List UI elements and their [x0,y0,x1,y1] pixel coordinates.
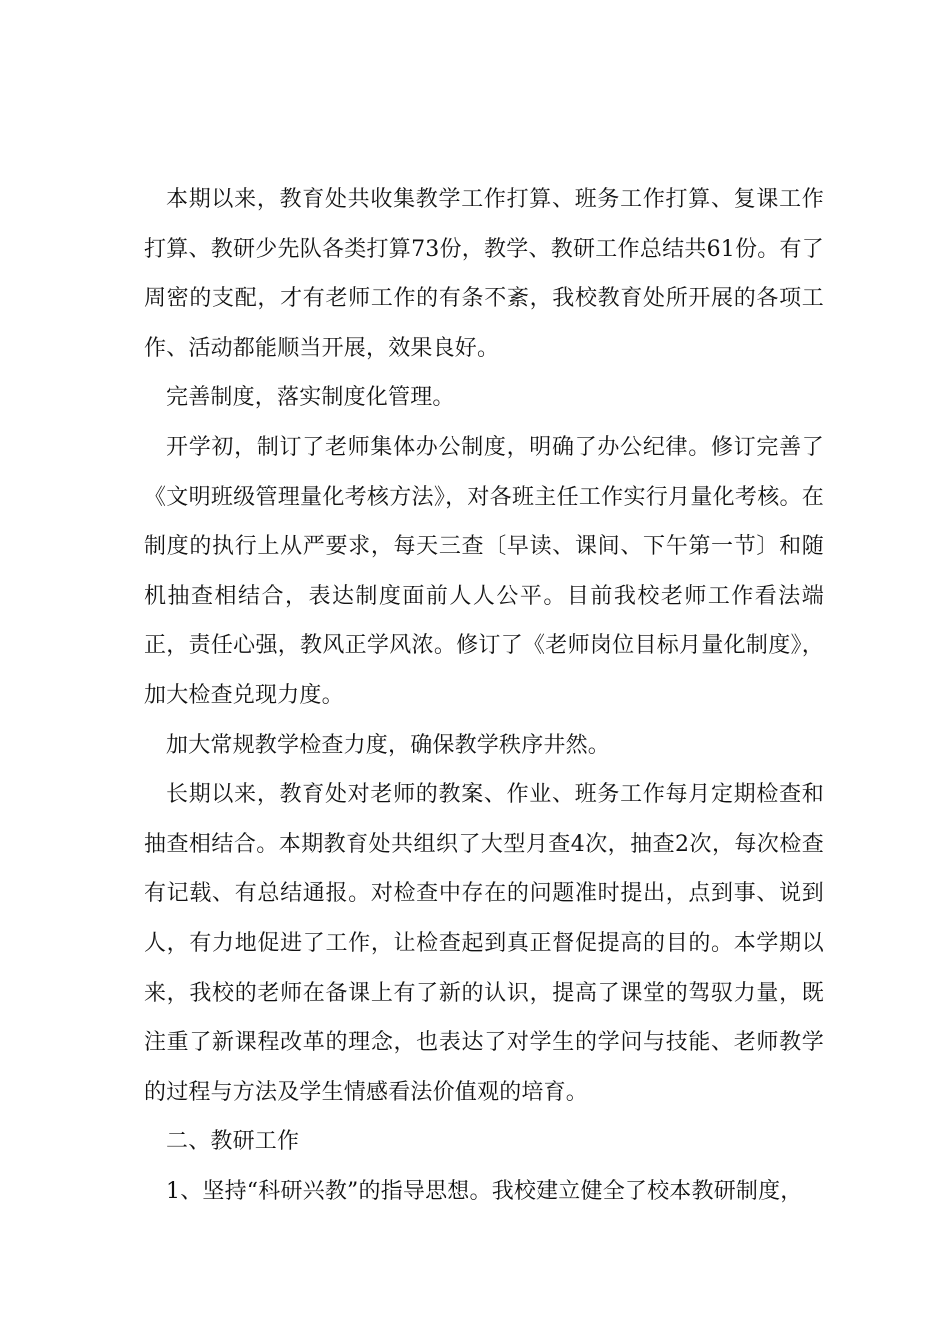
paragraph-research-guideline: 1、坚持“科研兴教”的指导思想。我校建立健全了校本教研制度， [166,1178,803,1204]
heading-research-work: 二、教研工作 [166,1129,300,1155]
heading-improve-system: 完善制度，落实制度化管理。 [166,385,455,411]
paragraph-inspection-details: 长期以来，教育处对老师的教案、作业、班务工作每月定期检查和抽查相结合。本期教育处共组织了大型月查4次，抽查2次，每次检查有记载、有总结通报。对检查中存在的问题准时提出，点到事、说到人，有力地促进了工作，让检查起到真正督促提高的目的。本学期以来，我校的老师在备课上有了新的认识，提高了课堂的驾驭力量，既注重了新课程改革的理念，也表达了对学生的学问与技能、老师教学的过程与方法及学生情感看法价值观的培育。 [144,782,824,1105]
paragraph-office-system: 开学初，制订了老师集体办公制度，明确了办公纪律。修订完善了《文明班级管理量化考核方法》，对各班主任工作实行月量化考核。在制度的执行上从严要求，每天三查〔早读、课间、下午第一节〕和随机抽查相结合，表达制度面前人人公平。目前我校老师工作看法端正，责任心强，教风正学风浓。修订了《老师岗位目标月量化制度》，加大检查兑现力度。 [144,434,824,708]
document-body [144,175,824,1216]
paragraph-plan-collection: 本期以来，教育处共收集教学工作打算、班务工作打算、复课工作打算、教研少先队各类打算73份，教学、教研工作总结共61份。有了周密的支配，才有老师工作的有条不紊，我校教育处所开展的各项工作、活动都能顺当开展，效果良好。 [144,187,824,361]
heading-teaching-inspection: 加大常规教学检查力度，确保教学秩序井然。 [166,732,611,758]
